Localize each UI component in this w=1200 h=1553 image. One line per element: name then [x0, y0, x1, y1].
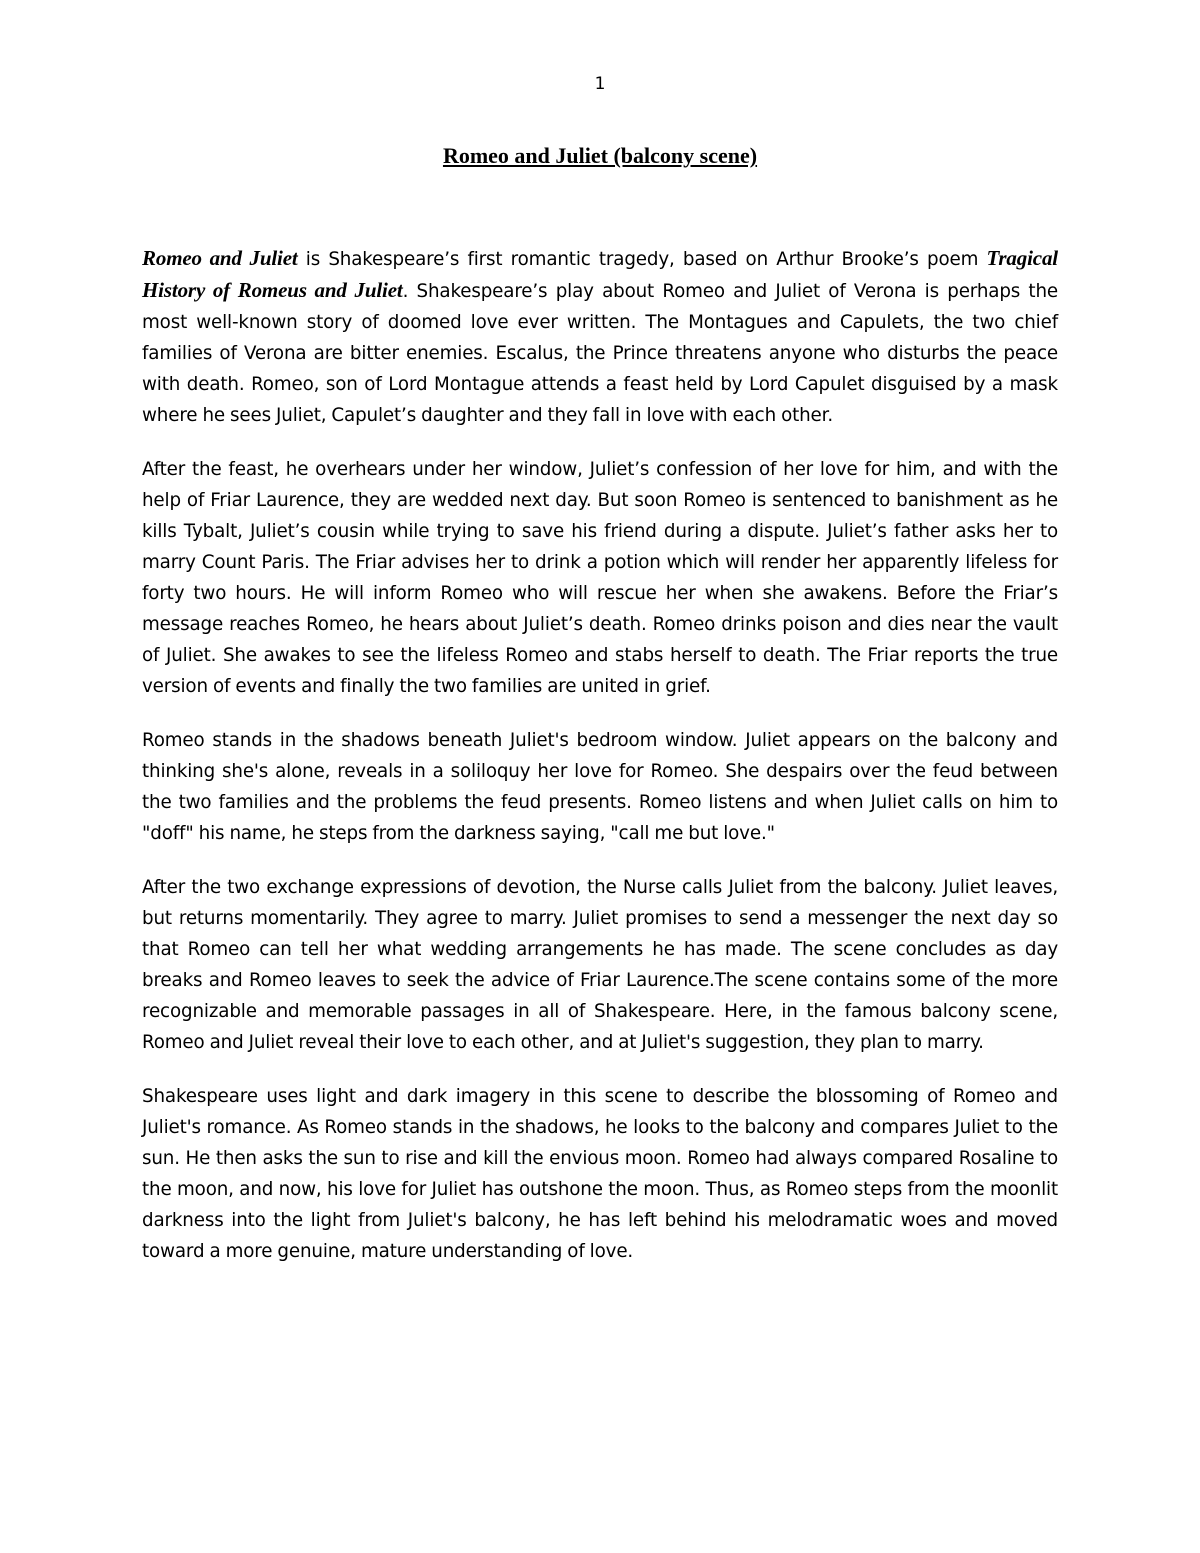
document-title: Romeo and Juliet (balcony scene): [442, 143, 758, 168]
paragraph-text: is Shakespeare’s first romantic tragedy, based on Arthur Brooke’s poem: [297, 249, 987, 270]
play-title: Romeo and Juliet: [142, 246, 298, 270]
document-body: [142, 243, 1058, 1290]
paragraph-devotion: After the two exchange expressions of devotion, the Nurse calls Juliet from the balcony. Juliet leaves, but returns momentarily. They agree to marry. Juliet promises to send a messenger the next day so that Romeo can tell her what wedding arrangements he has made. The scene concludes as day breaks and Romeo leaves to seek the advice of Friar Laurence.The scene contains some of the more recognizable and memorable passages in all of Shakespeare. Here, in the famous balcony scene, Romeo and Juliet reveal their love to each other, and at Juliet's suggestion, they plan to marry.: [142, 877, 1058, 1053]
page-number: 1: [594, 74, 606, 94]
paragraph-imagery: Shakespeare uses light and dark imagery in this scene to describe the blossoming of Romeo and Juliet's romance. As Romeo stands in the shadows, he looks to the balcony and compares Juliet to the sun. He then asks the sun to rise and kill the envious moon. Romeo had always compared Rosaline to the moon, and now, his love for Juliet has outshone the moon. Thus, as Romeo steps from the moonlit darkness into the light from Juliet's balcony, he has left behind his melodramatic woes and moved toward a more genuine, mature understanding of love.: [142, 1086, 1058, 1262]
poem-title: Tragical History of Romeus and Juliet: [142, 246, 1058, 302]
paragraph-balcony-scene: Romeo stands in the shadows beneath Juliet's bedroom window. Juliet appears on the balcony and thinking she's alone, reveals in a soliloquy her love for Romeo. She despairs over the feud between the two families and the problems the feud presents. Romeo listens and when Juliet calls on him to "doff" his name, he steps from the darkness saying, "call me but love.": [142, 730, 1058, 844]
paragraph-text: . Shakespeare’s play about Romeo and Juliet of Verona is perhaps the most well-known story of doomed love ever written. The Montagues and Capulets, the two chief families of Verona are bitter enemies. Escalus, the Prince threatens anyone who disturbs the peace with death. Romeo, son of Lord Montague attends a feast held by Lord Capulet disguised by a mask where he sees Juliet, Capulet’s daughter and they fall in love with each other.: [142, 281, 1058, 426]
paragraph-plot-summary: After the feast, he overhears under her window, Juliet’s confession of her love for him, and with the help of Friar Laurence, they are wedded next day. But soon Romeo is sentenced to banishment as he kills Tybalt, Juliet’s cousin while trying to save his friend during a dispute. Juliet’s father asks her to marry Count Paris. The Friar advises her to drink a potion which will render her apparently lifeless for forty two hours. He will inform Romeo who will rescue her when she awakens. Before the Friar’s message reaches Romeo, he hears about Juliet’s death. Romeo drinks poison and dies near the vault of Juliet. She awakes to see the lifeless Romeo and stabs herself to death. The Friar reports the true version of events and finally the two families are united in grief.: [142, 459, 1058, 697]
paragraph-intro: [142, 243, 1058, 431]
